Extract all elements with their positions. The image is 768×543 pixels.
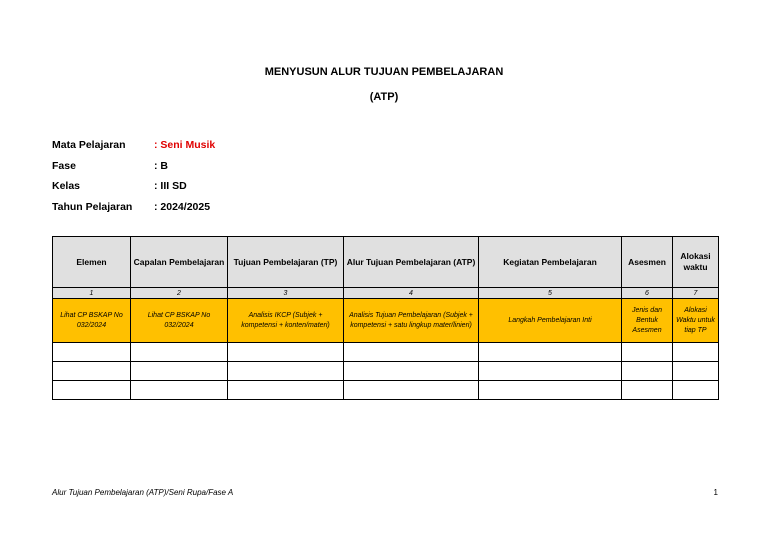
empty-cell[interactable]	[228, 381, 344, 400]
guide-cell: Lihat CP BSKAP No 032/2024	[131, 299, 228, 343]
meta-row-subject	[52, 135, 215, 156]
header-cell-kegiatan: Kegiatan Pembelajaran	[479, 237, 622, 288]
header-cell-alur: Alur Tujuan Pembelajaran (ATP)	[344, 237, 479, 288]
empty-cell[interactable]	[622, 381, 673, 400]
page-number: 1	[713, 488, 718, 497]
empty-cell[interactable]	[673, 362, 719, 381]
empty-cell[interactable]	[622, 343, 673, 362]
meta-label: Tahun Pelajaran	[52, 200, 133, 213]
meta-value: : Seni Musik	[154, 139, 216, 152]
number-cell: 1	[53, 288, 131, 299]
empty-cell[interactable]	[344, 343, 479, 362]
empty-cell[interactable]	[479, 362, 622, 381]
empty-cell[interactable]	[673, 343, 719, 362]
header-cell-capaian: Capalan Pembelajaran	[131, 237, 228, 288]
header-cell-asesmen: Asesmen	[622, 237, 673, 288]
atp-table	[52, 236, 719, 400]
table-guide-row	[53, 299, 719, 343]
document-meta	[52, 135, 215, 217]
empty-cell[interactable]	[344, 381, 479, 400]
document-subtitle: (ATP)	[369, 91, 399, 103]
meta-label: Kelas	[52, 180, 81, 193]
empty-cell[interactable]	[479, 381, 622, 400]
table-header-row	[53, 237, 719, 288]
meta-label: Mata Pelajaran	[52, 139, 126, 152]
guide-cell: Analisis IKCP (Subjek + kompetensi + konten/materi)	[228, 299, 344, 343]
empty-cell[interactable]	[131, 343, 228, 362]
empty-cell[interactable]	[131, 362, 228, 381]
table-row	[53, 343, 719, 362]
empty-cell[interactable]	[673, 381, 719, 400]
meta-row-phase	[52, 156, 215, 177]
empty-cell[interactable]	[53, 362, 131, 381]
empty-cell[interactable]	[53, 381, 131, 400]
empty-cell[interactable]	[131, 381, 228, 400]
empty-cell[interactable]	[344, 362, 479, 381]
header-cell-elemen: Elemen	[53, 237, 131, 288]
empty-cell[interactable]	[228, 362, 344, 381]
number-cell: 3	[228, 288, 344, 299]
number-cell: 5	[479, 288, 622, 299]
guide-cell: Alokasi Waktu untuk tiap TP	[673, 299, 719, 343]
guide-cell: Langkah Pembelajaran Inti	[479, 299, 622, 343]
page-footer	[52, 488, 718, 497]
guide-cell: Lihat CP BSKAP No 032/2024	[53, 299, 131, 343]
meta-row-year	[52, 197, 215, 218]
guide-cell: Jenis dan Bentuk Asesmen	[622, 299, 673, 343]
meta-value: : B	[154, 159, 168, 172]
document-title: MENYUSUN ALUR TUJUAN PEMBELAJARAN	[264, 66, 504, 78]
header-cell-tujuan: Tujuan Pembelajaran (TP)	[228, 237, 344, 288]
meta-label: Fase	[52, 159, 76, 172]
number-cell: 2	[131, 288, 228, 299]
meta-value: : III SD	[154, 180, 187, 193]
header-cell-alokasi: Alokasi waktu	[673, 237, 719, 288]
meta-value: : 2024/2025	[154, 200, 211, 213]
empty-cell[interactable]	[479, 343, 622, 362]
table-number-row	[53, 288, 719, 299]
empty-cell[interactable]	[53, 343, 131, 362]
footer-text: Alur Tujuan Pembelajaran (ATP)/Seni Rupa/Fase A	[52, 488, 234, 497]
number-cell: 4	[344, 288, 479, 299]
guide-cell: Analisis Tujuan Pembelajaran (Subjek + kompetensi + satu lingkup mater/linieri)	[344, 299, 479, 343]
number-cell: 7	[673, 288, 719, 299]
empty-cell[interactable]	[228, 343, 344, 362]
table-row	[53, 381, 719, 400]
table-row	[53, 362, 719, 381]
meta-row-class	[52, 176, 215, 197]
empty-cell[interactable]	[622, 362, 673, 381]
number-cell: 6	[622, 288, 673, 299]
